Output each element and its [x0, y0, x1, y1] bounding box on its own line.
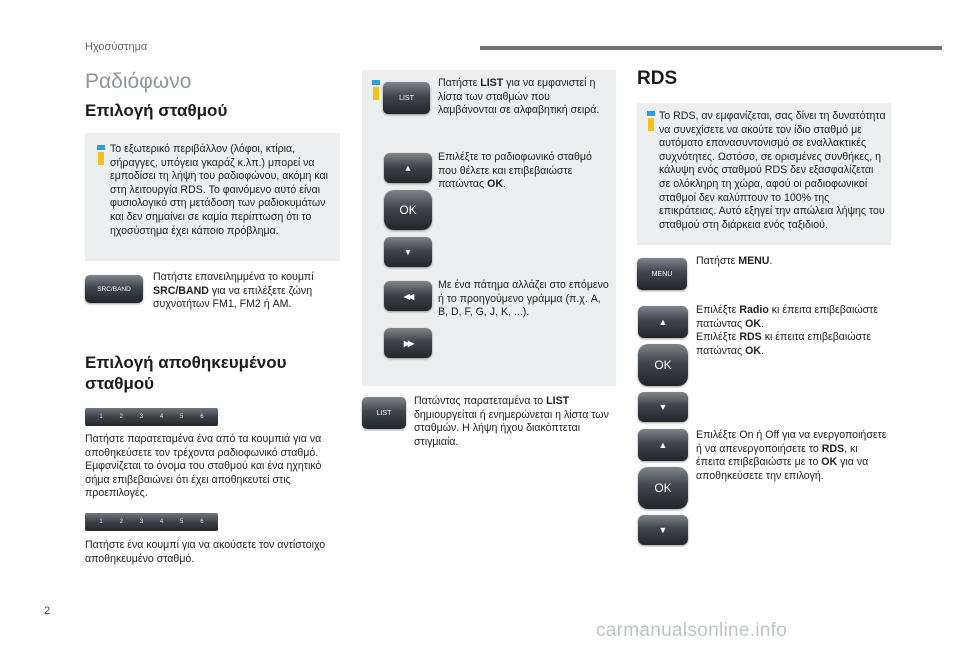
preset-button-6[interactable]: 6 [200, 519, 204, 525]
ok-button[interactable]: OK [638, 344, 688, 386]
preset-button-2[interactable]: 2 [119, 414, 123, 420]
up-arrow-button[interactable]: ▲ [638, 429, 688, 461]
src-band-button[interactable]: SRC/BAND [85, 275, 143, 303]
preset-button-6[interactable]: 6 [200, 414, 204, 420]
preset-buttons-strip-2[interactable] [85, 513, 218, 531]
info-icon [372, 80, 380, 100]
list-button[interactable]: LIST [383, 82, 430, 114]
fast-forward-button[interactable]: ▶▶ [384, 328, 432, 358]
info-text-rds: Το RDS, αν εμφανίζεται, σας δίνει τη δυνατότητα να συνεχίσετε να ακούτε τον ίδιο σταθμό με αυτόματο επανασυντονισμό σε εναλλακτικές συχνότητες. Ωστόσο, σε ορισμένες συνθήκες, η κάλυψη ενός σταθμού RDS δεν εξασφαλίζεται σε ολόκληρη τη χώρα, αφού οι ραδιοφωνικοί σταθμοί δεν καλύπτουν το 100% της επικράτειας. Αυτό εξηγεί την απώλεια λήψης του σταθμού στη διάρκεια ενός ταξιδιού. [659, 110, 886, 231]
preset-listen-instruction: Πατήστε ένα κουμπί για να ακούσετε τον αντίστοιχο αποθηκευμένο σταθμό. [85, 539, 326, 565]
preset-button-2[interactable]: 2 [119, 519, 123, 525]
preset-button-5[interactable]: 5 [180, 519, 184, 525]
info-box-reception [85, 133, 340, 261]
heading-preset-selection: Επιλογή αποθηκευμένου σταθμού [85, 353, 287, 393]
rds-onoff-instruction: Επιλέξτε On ή Off για να ενεργοποιήσετε ή να απενεργοποιήσετε το RDS, κι έπειτα επιβεβαιώστε με το OK για να αποθηκεύσετε την επιλογή. [696, 429, 887, 482]
preset-button-4[interactable]: 4 [159, 519, 164, 525]
preset-button-1[interactable]: 1 [99, 519, 103, 525]
info-text-reception: Το εξωτερικό περιβάλλον (λόφοι, κτίρια, σήραγγες, υπόγεια γκαράζ κ.λπ.) μπορεί να εμποδίσει τη λήψη του ραδιοφώνου, ακόμη και στη λειτουργία RDS. Το φαινόμενο αυτό είναι φυσιολογικό στη μετάδοση των ραδιοκυμάτων και δεν σημαίνει σε καμία περίπτωση ότι το ηχοσύστημα έχει κάποιο πρόβλημα. [110, 143, 329, 237]
preset-button-3[interactable]: 3 [139, 519, 144, 525]
heading-station-selection: Επιλογή σταθμού [85, 101, 228, 120]
menu-instruction: Πατήστε MENU. [696, 255, 773, 267]
info-icon [97, 145, 105, 165]
preset-button-5[interactable]: 5 [180, 414, 184, 420]
page-title: Ραδιόφωνο [85, 70, 192, 93]
down-arrow-button[interactable]: ▼ [638, 515, 688, 545]
page-number: 2 [44, 605, 51, 617]
radio-rds-instruction: Επιλέξτε Radio κι έπειτα επιβεβαιώστε πατώντας OK. Επιλέξτε RDS κι έπειτα επιβεβαιώστε πατώντας OK. [696, 304, 879, 357]
down-arrow-button[interactable]: ▼ [384, 237, 432, 267]
preset-button-4[interactable]: 4 [159, 414, 164, 420]
up-arrow-button[interactable]: ▲ [638, 306, 688, 338]
info-icon [647, 111, 655, 131]
letter-jump-instruction: Με ένα πάτημα αλλάζει στο επόμενο ή το προηγούμενο γράμμα (π.χ. A, B, D, F, G, J, K, ...). [438, 279, 609, 319]
info-box-rds [637, 103, 891, 245]
heading-rds: RDS [637, 68, 678, 89]
down-arrow-button[interactable]: ▼ [638, 392, 688, 422]
list-button-long[interactable]: LIST [362, 397, 406, 429]
select-station-instruction: Επιλέξτε το ραδιοφωνικό σταθμό που θέλετε και επιβεβαιώστε πατώντας OK. [438, 151, 592, 191]
preset-store-instruction: Πατήστε παρατεταμένα ένα από τα κουμπιά για να αποθηκεύσετε τον τρέχοντα ραδιοφωνικό σταθμό. Εμφανίζεται το όνομα του σταθμού και ένα ηχητικό σήμα επιβεβαιώνει ότι έχει αποθηκευτεί στις προεπιλογές. [85, 433, 322, 500]
ok-button[interactable]: OK [638, 467, 688, 509]
rewind-button[interactable]: ◀◀ [384, 281, 432, 311]
header-bar [480, 46, 942, 50]
srcband-instruction: Πατήστε επανειλημμένα το κουμπί SRC/BAND για να επιλέξετε ζώνη συχνοτήτων FM1, FM2 ή AM. [153, 271, 314, 311]
preset-buttons-strip[interactable] [85, 408, 218, 426]
list-refresh-instruction: Πατώντας παρατεταμένα το LIST δημιουργείται ή ενημερώνεται η λίστα των σταθμών. Η λήψη ήχου διακόπτεται στιγμιαία. [414, 395, 609, 448]
section-header: Ηχοσύστημα [85, 41, 148, 53]
menu-button[interactable]: MENU [637, 258, 687, 290]
preset-button-3[interactable]: 3 [139, 414, 144, 420]
up-arrow-button[interactable]: ▲ [384, 153, 432, 183]
preset-button-1[interactable]: 1 [99, 414, 103, 420]
list-instruction: Πατήστε LIST για να εμφανιστεί η λίστα των σταθμών που λαμβάνονται σε αλφαβητική σειρά. [438, 77, 600, 117]
watermark: carmanualsonline.info [596, 620, 788, 641]
ok-button[interactable]: OK [384, 190, 432, 230]
